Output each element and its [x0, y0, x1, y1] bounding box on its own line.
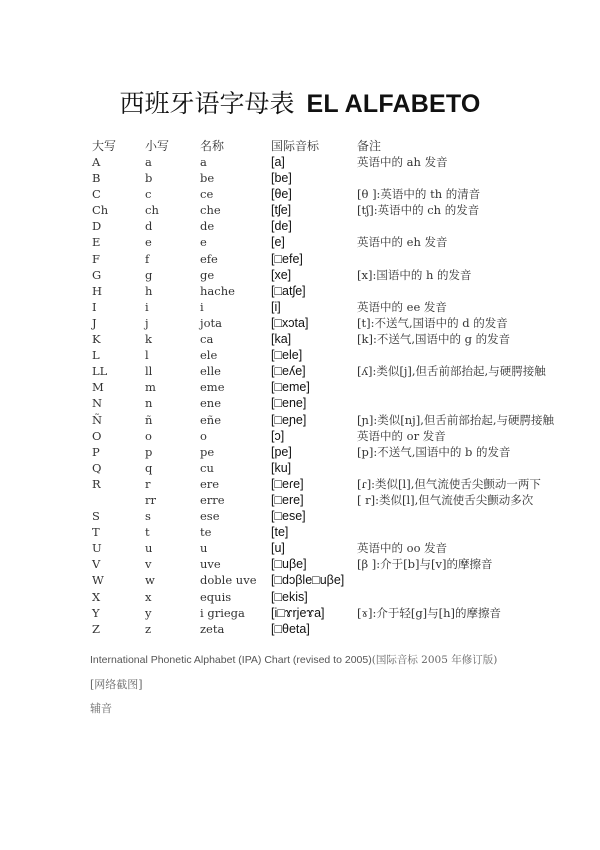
cell-lower: p	[145, 444, 153, 459]
table-row	[90, 395, 590, 411]
cell-name: eñe	[200, 412, 222, 427]
cell-note: 英语中的 oo 发音	[357, 541, 448, 556]
cell-note: [θ ]:英语中的 th 的清音	[357, 187, 481, 202]
cell-ipa: [ka]	[271, 332, 292, 347]
cell-ipa: [□dɔβle□uβe]	[271, 573, 345, 588]
page-title	[0, 84, 600, 120]
cell-lower: w	[145, 573, 155, 588]
cell-ipa: [□efe]	[271, 251, 303, 266]
cell-upper: Ñ	[92, 412, 103, 427]
cell-lower: v	[145, 557, 152, 572]
cell-name: u	[200, 541, 208, 556]
cell-lower: z	[145, 621, 152, 636]
cell-ipa: [tʃe]	[271, 203, 292, 218]
cell-upper: A	[92, 155, 101, 169]
cell-note: [ɾ]:类似[l],但气流使舌尖颤动一两下	[357, 476, 541, 491]
table-row	[90, 556, 590, 572]
cell-upper: O	[92, 428, 102, 443]
cell-name: cu	[200, 460, 214, 475]
table-row	[90, 444, 590, 460]
table-row	[90, 315, 590, 331]
cell-lower: a	[145, 155, 152, 169]
cell-upper: L	[92, 348, 100, 363]
consonants-heading: 辅音	[90, 702, 112, 715]
cell-name: elle	[200, 364, 221, 379]
cell-lower: k	[145, 332, 152, 347]
table-row	[90, 347, 590, 363]
cell-upper: U	[92, 541, 102, 556]
cell-name: efe	[200, 251, 218, 266]
table-row	[90, 331, 590, 347]
cell-upper: Ch	[92, 203, 109, 218]
cell-name: o	[200, 428, 207, 443]
table-row	[90, 218, 590, 234]
cell-ipa: [□ese]	[271, 509, 306, 524]
cell-upper: V	[92, 557, 101, 572]
cell-note: [ r]:类似[l],但气流使舌尖颤动多次	[357, 492, 534, 507]
cell-name: ca	[200, 332, 214, 347]
cell-ipa: [□ele]	[271, 348, 303, 363]
cell-note: [ʎ]:类似[j],但舌前部抬起,与硬腭接触	[357, 364, 546, 379]
cell-ipa: [□ene]	[271, 396, 307, 411]
table-row	[90, 251, 590, 267]
cell-upper: X	[92, 589, 101, 604]
cell-lower: m	[145, 380, 156, 395]
cell-upper: LL	[92, 364, 108, 379]
ipa-caption-zh: (国际音标 2005 年修订版)	[371, 654, 498, 666]
cell-upper: P	[92, 444, 100, 459]
cell-lower: q	[145, 460, 153, 475]
cell-ipa: [xe]	[271, 267, 292, 282]
cell-ipa: [te]	[271, 525, 289, 540]
cell-ipa: [ɔ]	[271, 428, 285, 443]
table-row	[90, 234, 590, 250]
cell-name: de	[200, 219, 215, 234]
header-lower: 小写	[145, 139, 170, 153]
cell-ipa: [θe]	[271, 187, 292, 202]
ipa-chart-caption	[90, 652, 497, 667]
cell-lower: s	[145, 509, 151, 524]
cell-ipa: [be]	[271, 171, 292, 186]
cell-lower: f	[145, 251, 150, 266]
table-row	[90, 186, 590, 202]
table-body	[90, 154, 590, 637]
table-row	[90, 428, 590, 444]
cell-lower: rr	[145, 492, 156, 507]
table-row	[90, 283, 590, 299]
table-row	[90, 267, 590, 283]
table-row	[90, 379, 590, 395]
cell-ipa: [i□ɤrjeɤa]	[271, 605, 325, 620]
table-row	[90, 621, 590, 637]
cell-name: hache	[200, 283, 235, 298]
cell-lower: c	[145, 187, 152, 202]
cell-ipa: [□ekis]	[271, 589, 308, 604]
cell-ipa: [□eʎe]	[271, 364, 306, 379]
cell-upper: N	[92, 396, 103, 411]
header-note: 备注	[357, 139, 382, 153]
table-row	[90, 412, 590, 428]
cell-upper: Z	[92, 621, 100, 636]
table-row	[90, 476, 590, 492]
title-chinese: 西班牙语字母表	[119, 89, 295, 118]
cell-ipa: [pe]	[271, 444, 292, 459]
table-header	[90, 138, 590, 154]
cell-name: i	[200, 299, 204, 314]
cell-lower: y	[145, 605, 152, 620]
cell-note: [p]:不送气,国语中的 b 的发音	[357, 444, 511, 459]
cell-upper: C	[92, 187, 101, 202]
cell-upper: D	[92, 219, 102, 234]
cell-lower: e	[145, 235, 152, 250]
cell-lower: x	[145, 589, 152, 604]
table-row	[90, 508, 590, 524]
cell-note: 英语中的 ee 发音	[357, 299, 447, 314]
table-row	[90, 492, 590, 508]
cell-name: a	[200, 155, 207, 169]
cell-name: uve	[200, 557, 221, 572]
cell-name: ene	[200, 396, 222, 411]
cell-lower: i	[145, 299, 149, 314]
cell-note: [k]:不送气,国语中的 g 的发音	[357, 332, 511, 347]
cell-name: ese	[200, 509, 220, 524]
cell-lower: n	[145, 396, 153, 411]
cell-name: eme	[200, 380, 225, 395]
cell-ipa: [□eɲe]	[271, 412, 307, 427]
cell-ipa: [□θeta]	[271, 621, 310, 636]
cell-ipa: [ku]	[271, 460, 292, 475]
cell-lower: ll	[145, 364, 153, 379]
cell-lower: r	[145, 476, 151, 491]
table-row	[90, 170, 590, 186]
cell-name: ere	[200, 476, 220, 491]
cell-upper: E	[92, 235, 101, 250]
cell-ipa: [□xɔta]	[271, 315, 309, 330]
header-name: 名称	[200, 139, 225, 153]
cell-ipa: [□ere]	[271, 492, 304, 507]
cell-ipa: [de]	[271, 219, 292, 234]
cell-ipa: [□uβe]	[271, 557, 307, 572]
cell-lower: ñ	[145, 412, 153, 427]
table-row	[90, 540, 590, 556]
screenshot-note: [网络截图]	[90, 678, 143, 691]
cell-upper: M	[92, 380, 104, 395]
cell-upper: Q	[92, 460, 102, 475]
cell-name: ge	[200, 267, 215, 282]
cell-upper: R	[92, 476, 101, 491]
cell-name: doble uve	[200, 573, 257, 588]
cell-lower: o	[145, 428, 152, 443]
cell-note: 英语中的 or 发音	[357, 428, 446, 443]
cell-note: [ɤ]:介于轻[g]与[h]的摩擦音	[357, 605, 502, 620]
cell-note: 英语中的 ah 发音	[357, 155, 448, 169]
cell-note: 英语中的 eh 发音	[357, 235, 448, 250]
cell-ipa: [u]	[271, 541, 285, 556]
table-row	[90, 460, 590, 476]
ipa-caption-en: International Phonetic Alphabet (IPA) Chart (revised to 2005)	[90, 654, 372, 666]
cell-ipa: [□eme]	[271, 380, 310, 395]
cell-name: ce	[200, 187, 214, 202]
cell-name: erre	[200, 492, 225, 507]
table-row	[90, 589, 590, 605]
cell-name: e	[200, 235, 207, 250]
cell-note: [β ]:介于[b]与[v]的摩擦音	[357, 557, 493, 572]
cell-lower: u	[145, 541, 153, 556]
table-row	[90, 363, 590, 379]
cell-name: te	[200, 525, 212, 540]
table-row	[90, 572, 590, 588]
cell-ipa: [a]	[271, 155, 285, 169]
cell-name: che	[200, 203, 221, 218]
cell-note: [tʃ]:英语中的 ch 的发音	[357, 203, 480, 218]
table-row	[90, 202, 590, 218]
cell-name: i griega	[200, 605, 245, 620]
table-row	[90, 154, 590, 170]
cell-ipa: [e]	[271, 235, 285, 250]
cell-upper: G	[92, 267, 102, 282]
cell-lower: ch	[145, 203, 159, 218]
cell-lower: d	[145, 219, 153, 234]
cell-name: jota	[200, 315, 222, 330]
cell-name: pe	[200, 444, 215, 459]
cell-upper: S	[92, 509, 100, 524]
cell-lower: l	[145, 348, 149, 363]
cell-name: ele	[200, 348, 218, 363]
cell-upper: H	[92, 283, 103, 298]
cell-upper: W	[92, 573, 104, 588]
table-row	[90, 605, 590, 621]
cell-lower: b	[145, 171, 153, 186]
cell-upper: K	[92, 332, 101, 347]
cell-ipa: [i]	[271, 299, 281, 314]
cell-upper: Y	[92, 605, 100, 620]
cell-upper: J	[92, 315, 97, 330]
cell-ipa: [□atʃe]	[271, 283, 306, 298]
alphabet-table	[90, 138, 590, 637]
title-spanish: EL ALFABETO	[306, 90, 481, 118]
cell-upper: T	[92, 525, 100, 540]
cell-name: equis	[200, 589, 232, 604]
cell-lower: h	[145, 283, 153, 298]
table-row	[90, 524, 590, 540]
header-upper: 大写	[92, 139, 117, 153]
cell-name: zeta	[200, 621, 225, 636]
cell-lower: j	[145, 315, 149, 330]
cell-lower: t	[145, 525, 150, 540]
cell-note: [x]:国语中的 h 的发音	[357, 267, 472, 282]
header-ipa: 国际音标	[271, 139, 320, 153]
cell-upper: I	[92, 299, 97, 314]
cell-note: [ɲ]:类似[nj],但舌前部抬起,与硬腭接触	[357, 412, 555, 427]
cell-upper: B	[92, 171, 101, 186]
cell-note: [t]:不送气,国语中的 d 的发音	[357, 315, 508, 330]
cell-upper: F	[92, 251, 100, 266]
cell-lower: g	[145, 267, 153, 282]
cell-name: be	[200, 171, 215, 186]
table-row	[90, 299, 590, 315]
cell-ipa: [□eɾe]	[271, 476, 304, 491]
